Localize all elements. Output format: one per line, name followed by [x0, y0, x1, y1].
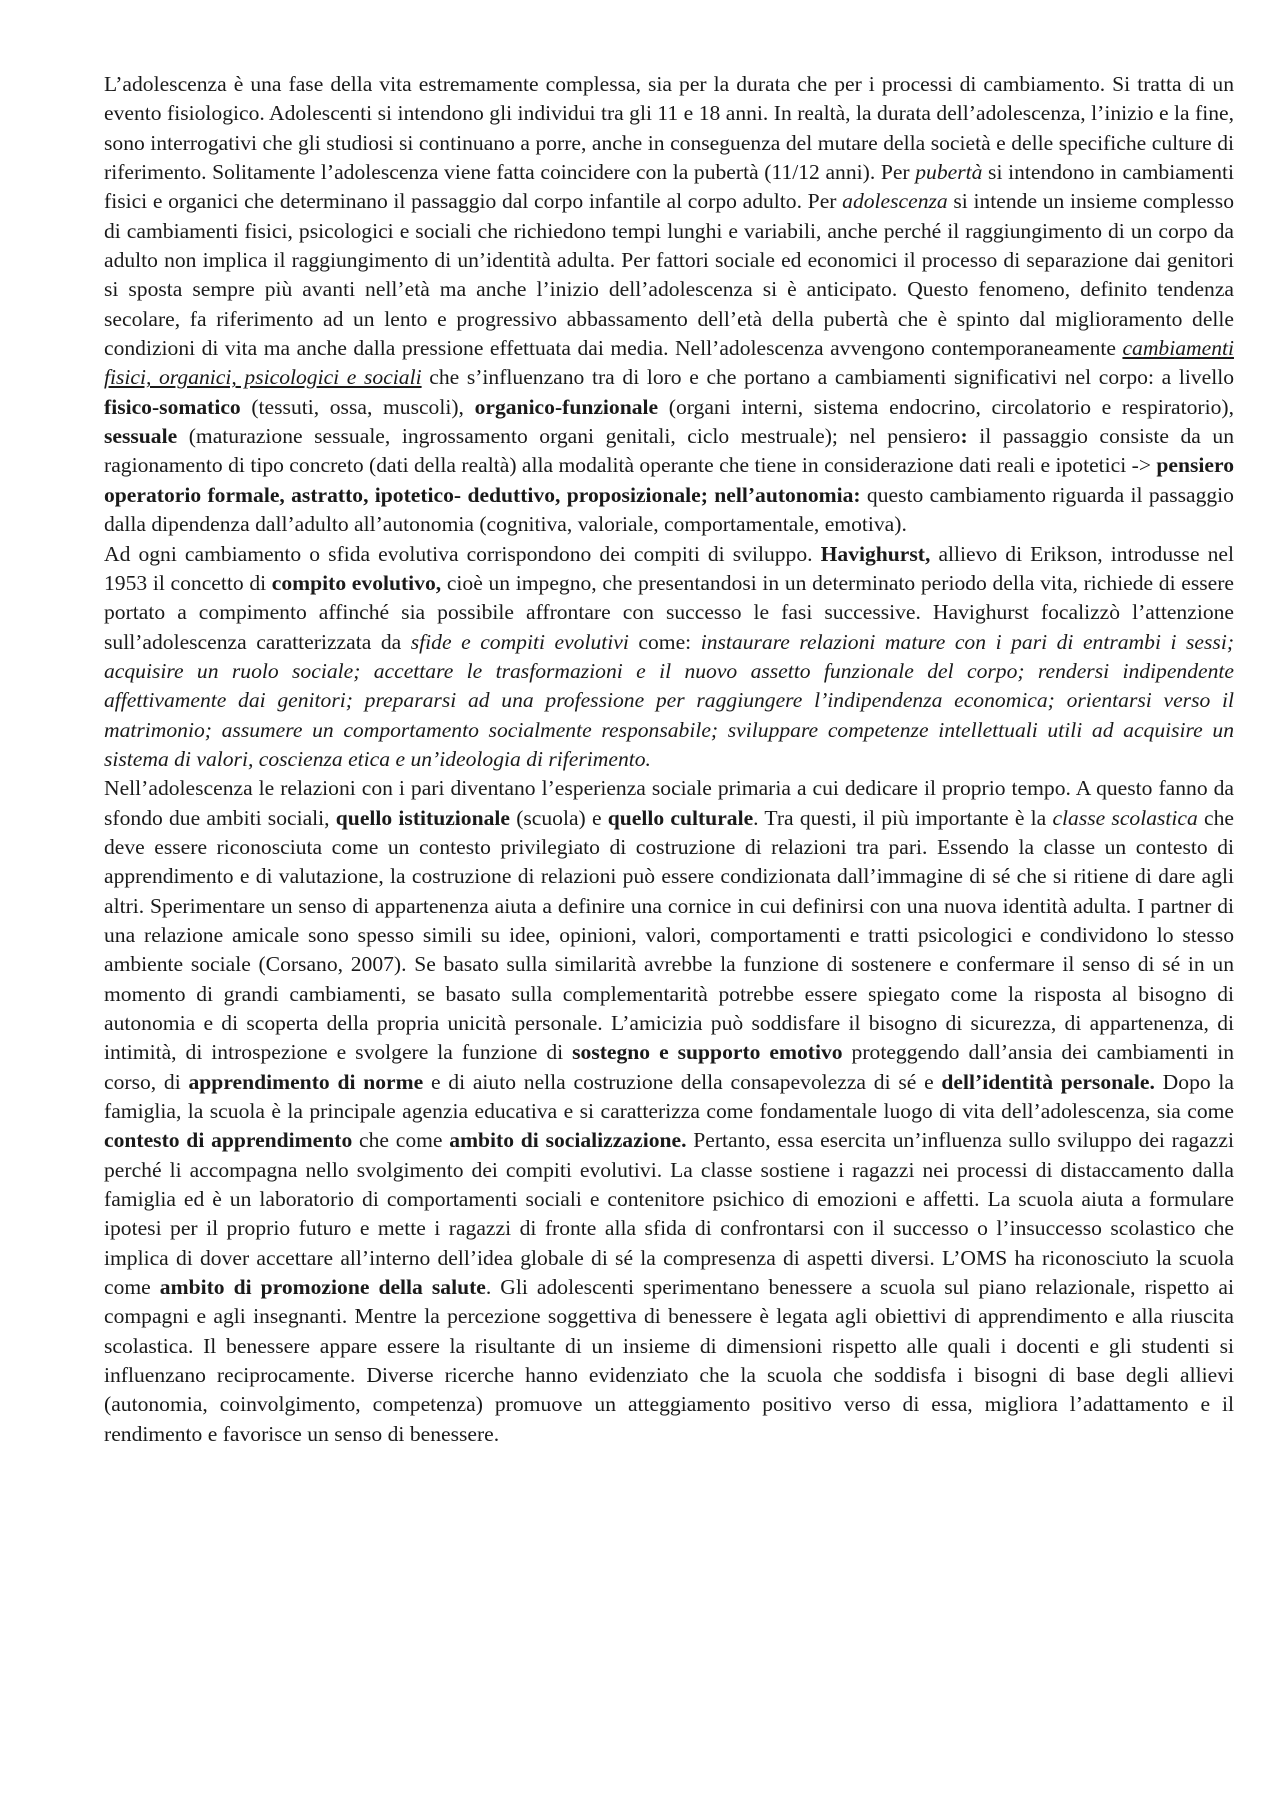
text-run: pensiero operatorio formale, astratto, ipotetico- deduttivo, proposizionale; nell’autonomia:: [104, 453, 1235, 507]
text-run: che deve essere riconosciuta come un contesto privilegiato di costruzione di relazioni tra pari. Essendo la classe un contesto di apprendimento e di valutazione, la costruzione di relazioni può essere condizionata dall’immagine di sé che si ritiene di dare agli altri. Sperimentare un senso di appartenenza aiuta a definire una cornice in cui definirsi con una nuova identità adulta. I partner di una relazione amicale sono spesso simili su idee, opinioni, valori, comportamenti e tratti psicologici e condividono lo stesso ambiente sociale (Corsano, 2007). Se basato sulla similarità avrebbe la funzione di sostenere e confermare il senso di sé in un momento di grandi cambiamenti, se basato sulla complementarità potrebbe essere spiegato come la risposta al bisogno di autonomia e di scoperta della propria unicità personale. L’amicizia può soddisfare il bisogno di sicurezza, di appartenenza, di intimità, di introspezione e svolgere la funzione di: [104, 805, 1234, 1065]
text-run: proteggendo dall’ansia dei cambiamenti in corso, di: [104, 1040, 1234, 1094]
text-run: compito evolutivo,: [271, 570, 442, 595]
text-run: (tessuti, ossa, muscoli),: [240, 394, 475, 419]
text-run: si intendono in cambiamenti fisici e organici che determinano il passaggio dal corpo infantile al corpo adulto. Per: [104, 160, 1234, 214]
text-run: allievo di Erikson, introdusse nel 1953 il concetto di: [104, 541, 1234, 595]
text-run: instaurare relazioni mature con i pari di entrambi i sessi; acquisire un ruolo sociale; accettare le trasformazioni e il nuovo assetto funzionale del corpo; rendersi indipendente affettivamente dai genitori; prepararsi ad una professione per raggiungere l’indipendenza economica; orientarsi verso il matrimonio; assumere un comportamento socialmente responsabile; sviluppare competenze intellettuali utili ad acquisire un sistema di valori, coscienza etica e un’ideologia di riferimento.: [104, 629, 1235, 771]
text-run: dell’identità personale.: [941, 1069, 1155, 1094]
text-run: (scuola) e: [509, 805, 608, 830]
document-page: [104, 70, 1234, 1449]
text-run: questo cambiamento riguarda il passaggio dalla dipendenza dall’adulto all’autonomia (cognitiva, valoriale, comportamentale, emotiva).: [104, 482, 1234, 537]
text-run: ambito di promozione della salute: [159, 1275, 486, 1300]
text-run: Havighurst,: [820, 541, 931, 566]
text-run: che come: [352, 1128, 450, 1153]
text-run: :: [960, 424, 968, 449]
text-run: organico-funzionale: [474, 394, 659, 419]
text-run: classe scolastica: [1052, 805, 1198, 830]
text-run: apprendimento di norme: [188, 1069, 424, 1094]
text-run: . Tra questi, il più importante è la: [753, 805, 1053, 830]
text-run: quello istituzionale: [335, 805, 510, 830]
text-run: il passaggio consiste da un ragionamento di tipo concreto (dati della realtà) alla modalità operante che tiene in considerazione dati reali e ipotetici ->: [104, 424, 1234, 478]
text-run: si intende un insieme complesso di cambiamenti fisici, psicologici e sociali che richiedono tempi lunghi e variabili, anche perché il raggiungimento di un corpo da adulto non implica il raggiungimento di un’identità adulta. Per fattori sociale ed economici il processo di separazione dai genitori si sposta sempre più avanti nell’età ma anche l’inizio dell’adolescenza si è anticipato. Questo fenomeno, definito tendenza secolare, fa riferimento ad un lento e progressivo abbassamento dell’età della pubertà che è spinto dal miglioramento delle condizioni di vita ma anche dalla pressione effettuata dai media. Nell’adolescenza avvengono contemporaneamente: [104, 189, 1235, 361]
text-run: adolescenza: [842, 189, 948, 214]
text-run: sessuale: [104, 424, 178, 449]
text-run: Pertanto, essa esercita un’influenza sullo sviluppo dei ragazzi perché li accompagna nello svolgimento dei compiti evolutivi. La classe sostiene i ragazzi nei processi di distaccamento dalla famiglia ed è un laboratorio di comportamenti sociali e contenitore psichico di emozioni e affetti. La scuola aiuta a formulare ipotesi per il proprio futuro e mette i ragazzi di fronte alla sfida di confrontarsi con il successo o l’insuccesso scolastico che implica di dover accettare all’interno dell’idea globale di sé la compresenza di aspetti diversi. L’OMS ha riconosciuto la scuola come: [104, 1128, 1234, 1300]
text-run: . Gli adolescenti sperimentano benessere a scuola sul piano relazionale, rispetto ai compagni e agli insegnanti. Mentre la percezione soggettiva di benessere è legata agli obiettivi di apprendimento e alla riuscita scolastica. Il benessere appare essere la risultante di un insieme di dimensioni rispetto alle quali i docenti e gli studenti si influenzano reciprocamente. Diverse ricerche hanno evidenziato che la scuola che soddisfa i bisogni di base degli allievi (autonomia, coinvolgimento, competenza) promuove un atteggiamento positivo verso di essa, migliora l’adattamento e il rendimento e favorisce un senso di benessere.: [104, 1275, 1234, 1446]
text-run: che s’influenzano tra di loro e che portano a cambiamenti significativi nel corpo: a livello: [421, 365, 1234, 390]
paragraph-peer-relations-school: [104, 774, 1234, 1449]
paragraph-developmental-tasks: [104, 540, 1234, 775]
text-run: L’adolescenza è una fase della vita estremamente complessa, sia per la durata che per i processi di cambiamento. Si tratta di un evento fisiologico. Adolescenti si intendono gli individui tra gli 11 e 18 anni. In realtà, la durata dell’adolescenza, l’inizio e la fine, sono interrogativi che gli studiosi si continuano a porre, anche in conseguenza del mutare della società e delle specifiche culture di riferimento. Solitamente l’adolescenza viene fatta coincidere con la pubertà (11/12 anni). Per: [104, 72, 1234, 185]
text-run: Dopo la famiglia, la scuola è la principale agenzia educativa e si caratterizza come fondamentale luogo di vita dell’adolescenza, sia come: [104, 1069, 1235, 1124]
text-run: (organi interni, sistema endocrino, circolatorio e respiratorio),: [658, 394, 1234, 419]
text-run: (maturazione sessuale, ingrossamento organi genitali, ciclo mestruale); nel pensiero: [177, 424, 961, 449]
paragraph-adolescence-definition: [104, 70, 1234, 540]
text-run: Nell’adolescenza le relazioni con i pari diventano l’esperienza sociale primaria a cui dedicare il proprio tempo. A questo fanno da sfondo due ambiti sociali,: [104, 776, 1234, 830]
text-run: come:: [628, 629, 701, 654]
text-run: cambiamenti fisici, organici, psicologici e sociali: [104, 336, 1234, 390]
text-run: e di aiuto nella costruzione della consapevolezza di sé e: [423, 1069, 942, 1094]
text-run: cioè un impegno, che presentandosi in un determinato periodo della vita, richiede di essere portato a compimento affinché sia possibile affrontare con successo le fasi successive. Havighurst focalizzò l’attenzione sull’adolescenza caratterizzata da: [104, 570, 1234, 654]
text-run: sostegno e supporto emotivo: [572, 1040, 843, 1065]
text-run: ambito di socializzazione.: [449, 1128, 687, 1153]
text-run: contesto di apprendimento: [104, 1128, 353, 1153]
text-run: Ad ogni cambiamento o sfida evolutiva corrispondono dei compiti di sviluppo.: [104, 541, 821, 566]
text-run: quello culturale: [607, 805, 754, 830]
text-run: sfide e compiti evolutivi: [410, 629, 629, 654]
text-run: pubertà: [915, 160, 983, 185]
text-run: fisico-somatico: [104, 394, 241, 419]
